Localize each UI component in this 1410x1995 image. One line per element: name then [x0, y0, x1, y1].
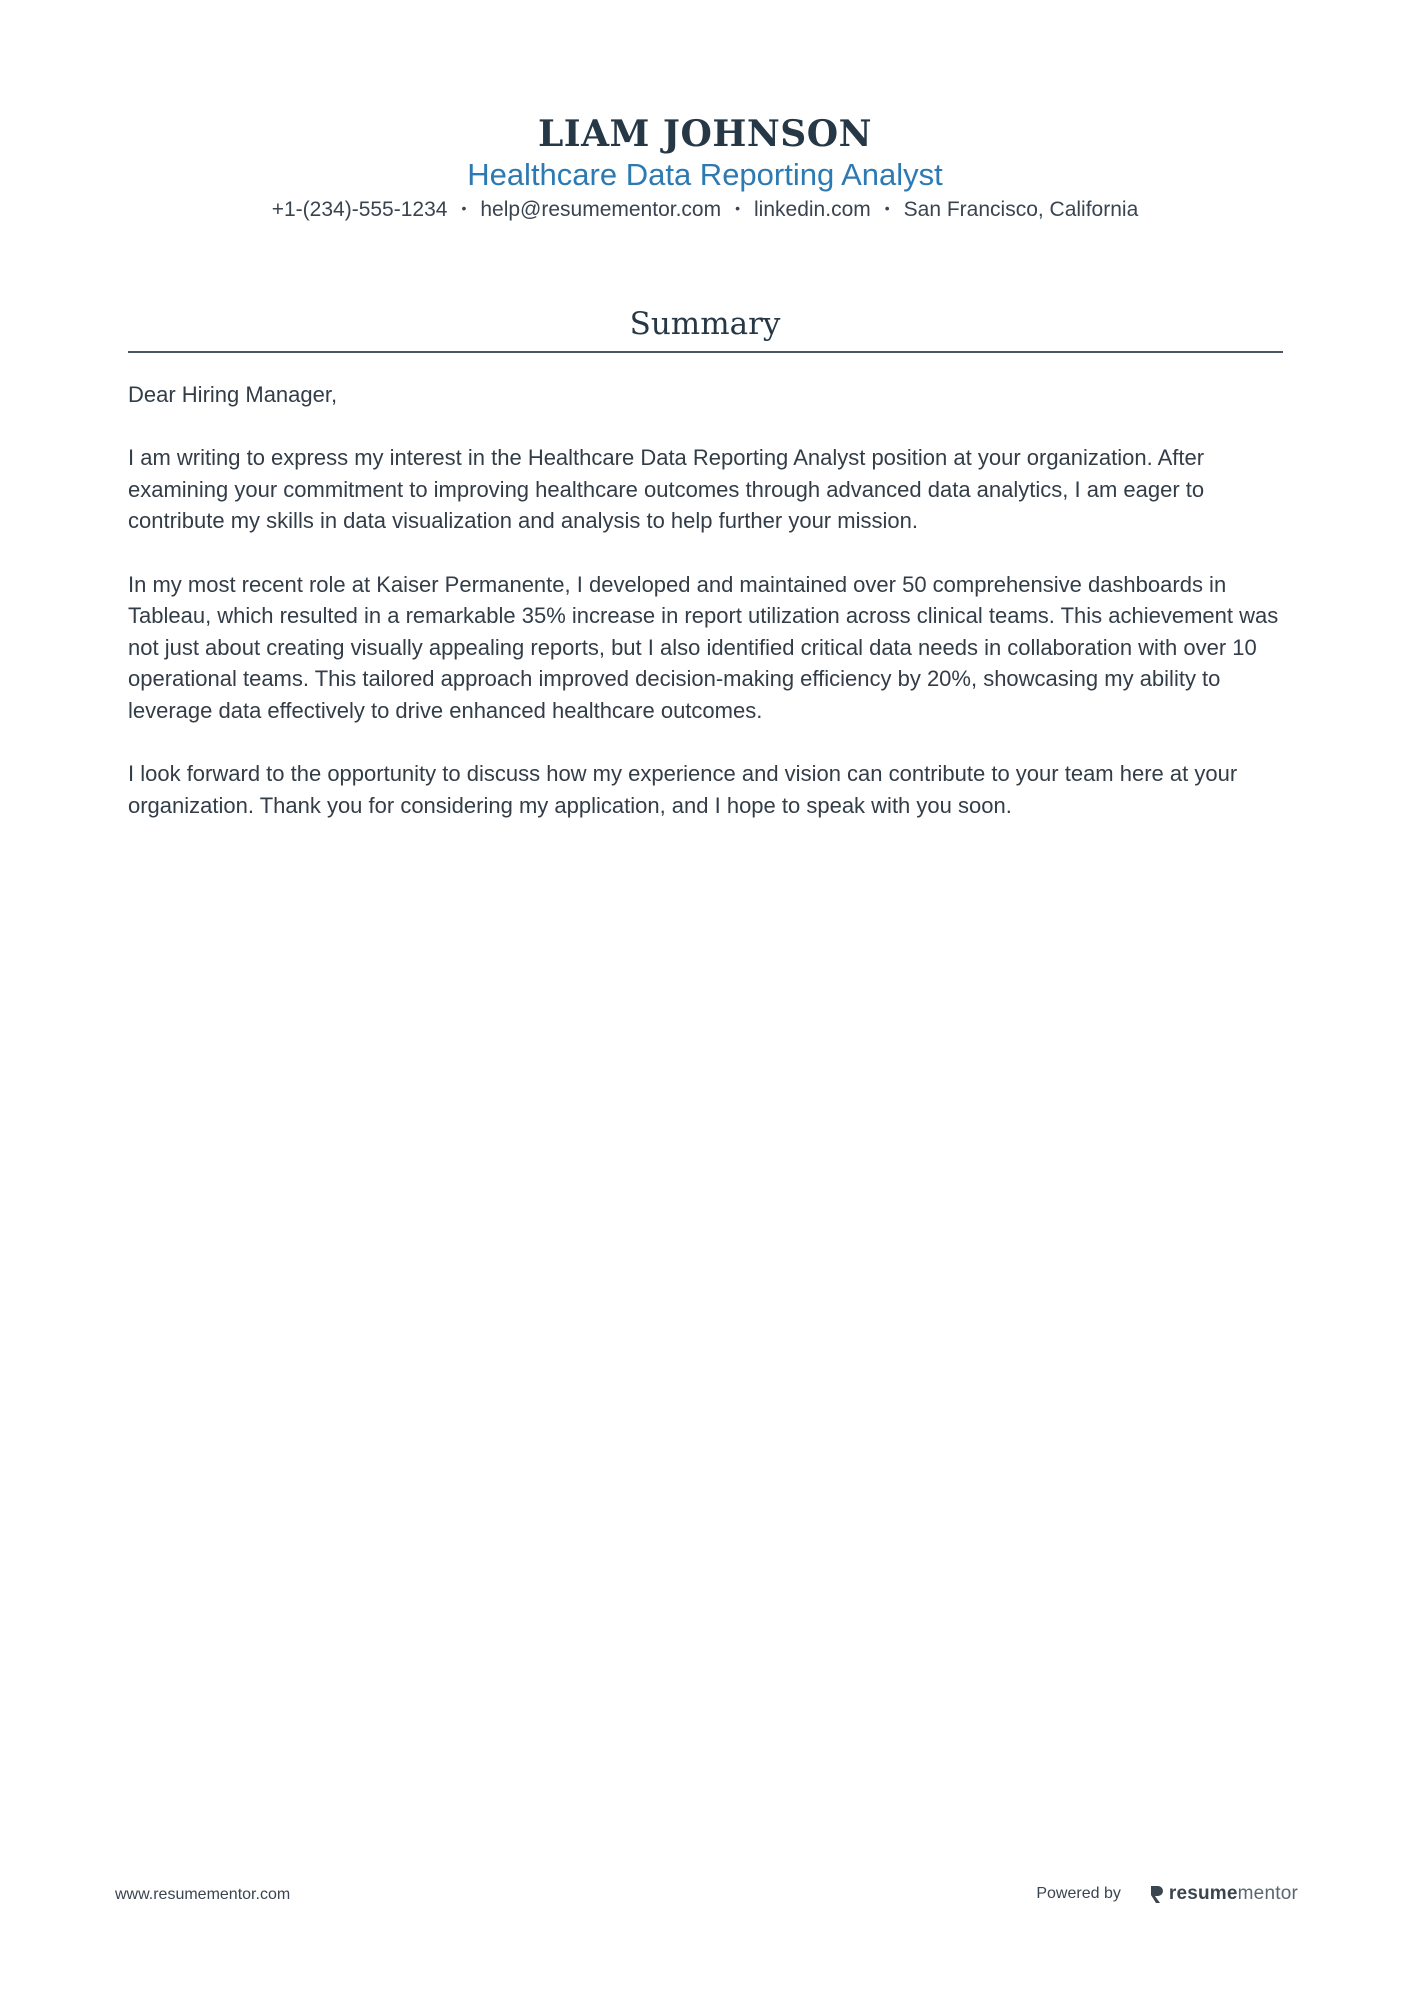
resume-header	[0, 112, 1410, 225]
letter-paragraph: In my most recent role at Kaiser Permanente, I developed and maintained over 50 comprehensive dashboards in Tableau, which resulted in a remarkable 35% increase in report utilization across clinical teams. This achievement was not just about creating visually appealing reports, but I also identified critical data needs in collaboration with over 10 operational teams. This tailored approach improved decision-making efficiency by 20%, showcasing my ability to leverage data effectively to drive enhanced healthcare outcomes.	[128, 571, 1279, 723]
contact-linkedin[interactable]: linkedin.com	[754, 198, 871, 221]
letter-paragraph: I look forward to the opportunity to discuss how my experience and vision can contribute to your team here at your organization. Thank you for considering my application, and I hope to speak with you soon.	[128, 761, 1238, 818]
footer-website[interactable]: www.resumementor.com	[115, 1886, 291, 1903]
contact-phone: +1-(234)-555-1234	[271, 198, 448, 221]
job-title: Healthcare Data Reporting Analyst	[467, 157, 943, 192]
contact-email[interactable]: help@resumementor.com	[480, 198, 722, 221]
resumementor-logo-icon	[1149, 1884, 1165, 1904]
brand-name-bold: resume	[1168, 1883, 1238, 1904]
contact-separator: •	[461, 200, 467, 217]
letter-salutation: Dear Hiring Manager,	[128, 382, 338, 407]
letter-paragraph: I am writing to express my interest in the Healthcare Data Reporting Analyst position at your organization. After examining your commitment to improving healthcare outcomes through advanced data analytics, I am eager to contribute my skills in data visualization and analysis to help further your mission.	[128, 445, 1205, 534]
brand-name	[1169, 1883, 1298, 1905]
contact-location: San Francisco, California	[903, 198, 1139, 221]
brand-name-light: mentor	[1237, 1883, 1298, 1904]
powered-by-label: Powered by	[1036, 1885, 1121, 1902]
contact-separator: •	[884, 200, 890, 217]
section-title: Summary	[629, 306, 781, 342]
candidate-name: LIAM JOHNSON	[537, 113, 873, 155]
contact-separator: •	[735, 200, 741, 217]
footer-branding	[1036, 1883, 1298, 1905]
cover-letter-body	[128, 379, 1288, 853]
brand-logo[interactable]	[1149, 1883, 1298, 1905]
contact-info	[0, 195, 1410, 225]
section-divider	[128, 351, 1283, 353]
